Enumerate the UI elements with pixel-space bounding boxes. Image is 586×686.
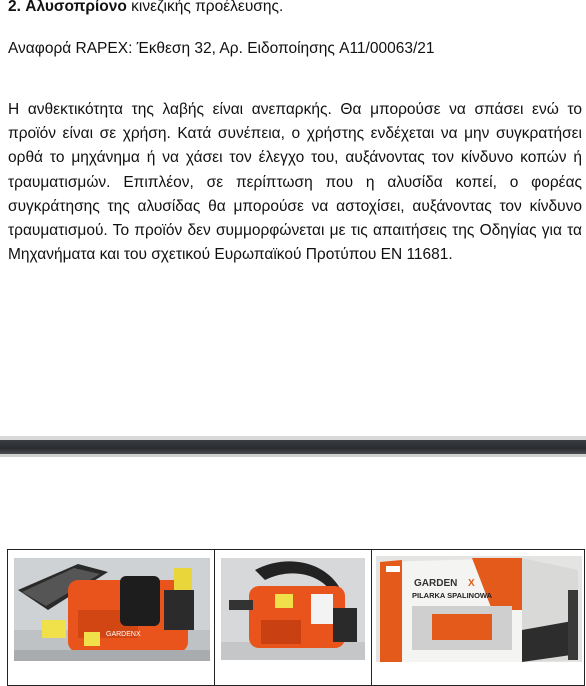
photo-cell-3 (372, 550, 585, 686)
page-break-edge (0, 454, 586, 457)
product-origin: κινεζικής προέλευσης. (126, 0, 284, 15)
page-break (0, 440, 586, 454)
chainsaw-side-photo (8, 550, 214, 685)
chainsaw-front-photo (215, 550, 371, 685)
photo-table (7, 549, 585, 686)
rapex-reference: Αναφορά RAPEX: Έκθεση 32, Αρ. Ειδοποίησης A11/00063/21 (8, 40, 435, 57)
photo-cell-2 (215, 550, 372, 686)
box-label-text: PILARKA SPALINOWA (412, 591, 492, 600)
box-brand-text: GARDEN (414, 578, 458, 589)
packaging-box-photo (372, 550, 584, 685)
box-brand-mark: X (468, 578, 475, 589)
chainsaw-brand-text: GARDENX (106, 631, 141, 638)
photo-cell-1 (8, 550, 215, 686)
product-name: Αλυσοπρίονο (25, 0, 127, 15)
product-number: 2. (8, 0, 21, 15)
hazard-description: Η ανθεκτικότητα της λαβής είναι ανεπαρκής. Θα μπορούσε να σπάσει ενώ το προϊόν είναι σε χρήση. Κατά συνέπεια, ο χρήστης ενδέχεται να μην συγκρατήσει ορθά το μηχάνημα ή να χάσει τον έλεγχο του, αυξάνοντας τον κίνδυνο κοπών ή τραυματισμών. Επιπλέον, σε περίπτωση που η αλυσίδα κοπεί, ο φορέας συγκράτησης της αλυσίδας θα μπορούσε να αστοχίσει, αυξάνοντας τον κίνδυνο τραυματισμού. Το προϊόν δεν συμμορφώνεται με τις απαιτήσεις της Οδηγίας για τα Μηχανήματα και του σχετικού Ευρωπαϊκού Προτύπου EN 11681. (8, 101, 582, 264)
product-heading (8, 0, 283, 16)
